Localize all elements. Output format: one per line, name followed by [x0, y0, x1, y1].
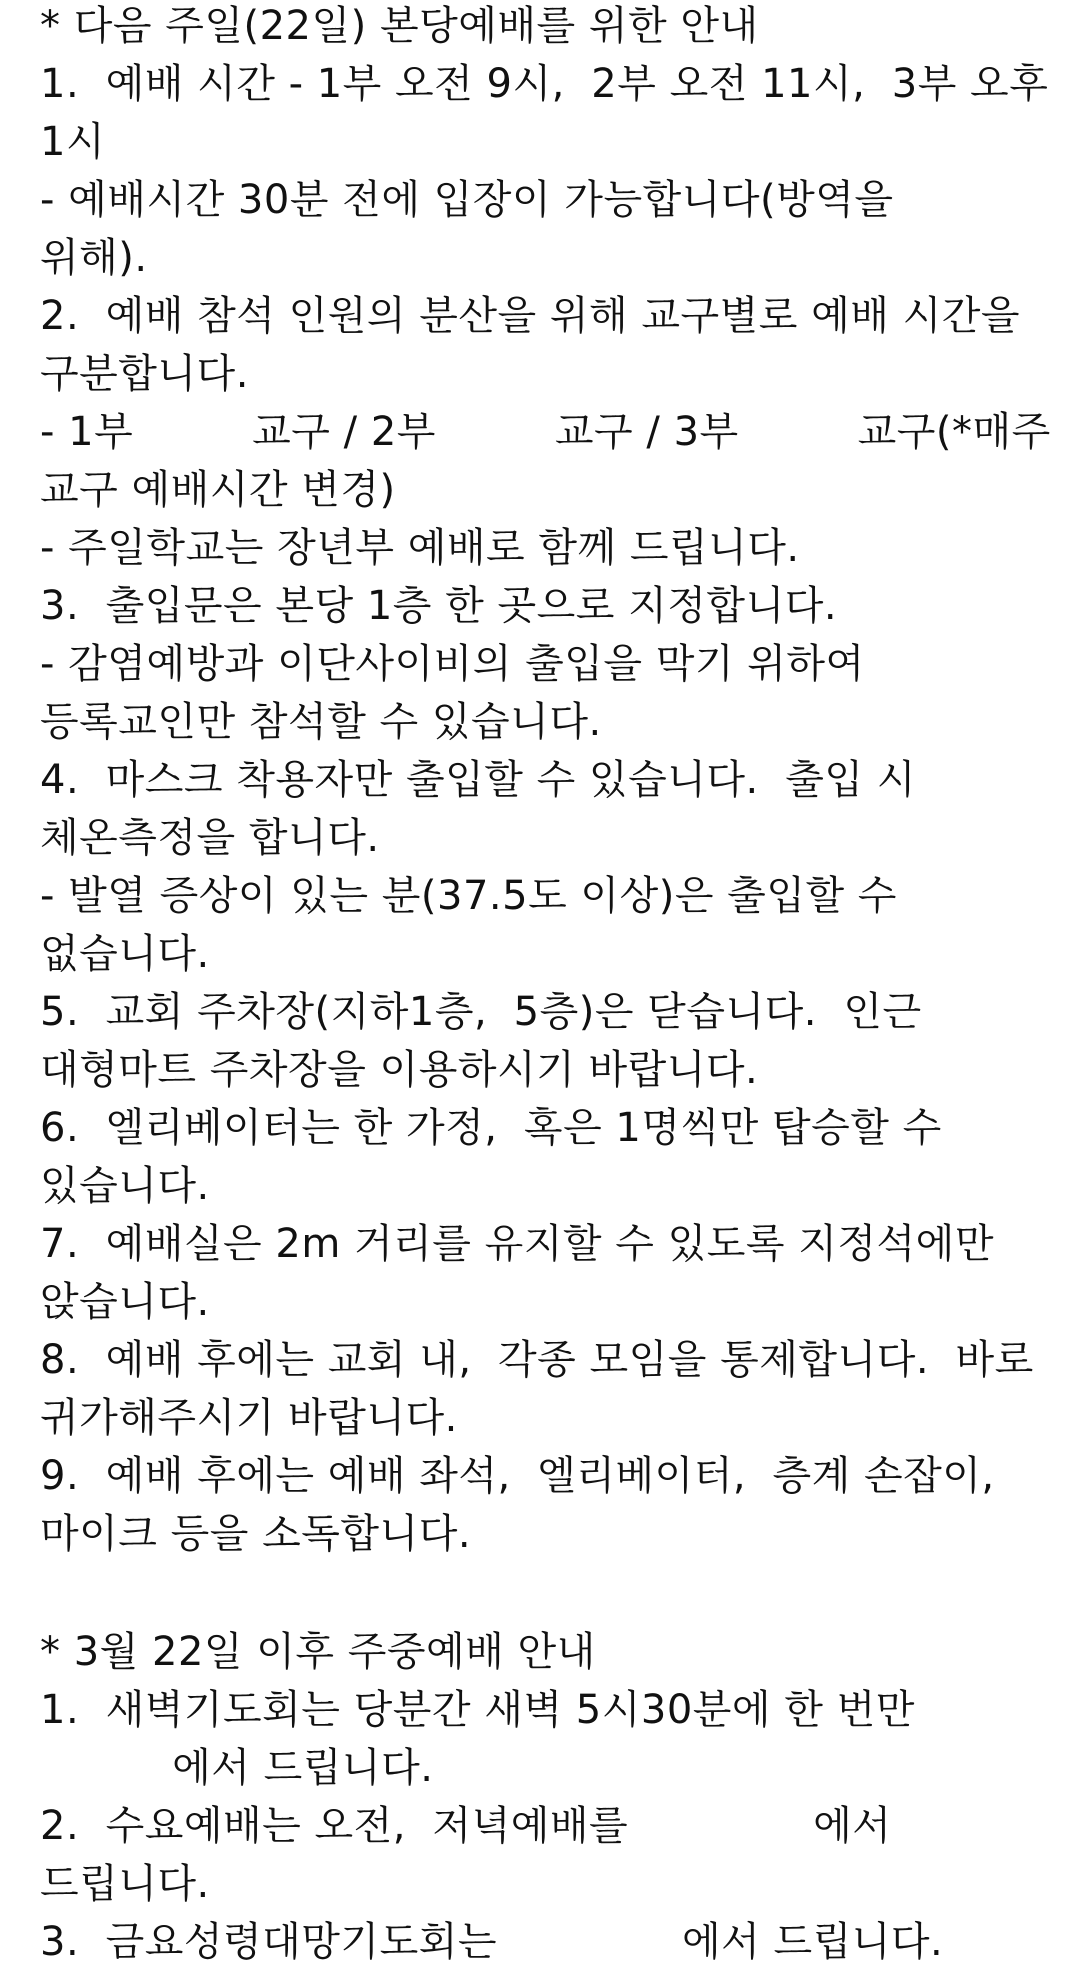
notice-line: 구분합니다. [40, 351, 249, 397]
notice-line: - 감염예방과 이단사이비의 출입을 막기 위하여 [40, 641, 865, 687]
notice-line: 위해). [40, 235, 148, 281]
notice-line: 2. 수요예배는 오전, 저녁예배를 에서 [40, 1803, 892, 1849]
section2-heading: * 3월 22일 이후 주중예배 안내 [40, 1629, 596, 1675]
notice-line: 드립니다. [40, 1861, 210, 1907]
notice-line: 2. 예배 참석 인원의 분산을 위해 교구별로 예배 시간을 [40, 293, 1021, 339]
notice-line: 1. 새벽기도회는 당분간 새벽 5시30분에 한 번만 [40, 1687, 915, 1733]
notice-line: - 주일학교는 장년부 예배로 함께 드립니다. [40, 525, 800, 571]
notice-line: 대형마트 주차장을 이용하시기 바랍니다. [40, 1047, 759, 1093]
notice-line: 있습니다. [40, 1163, 210, 1209]
notice-line: 체온측정을 합니다. [40, 815, 380, 861]
section1-heading: * 다음 주일(22일) 본당예배를 위한 안내 [40, 3, 759, 49]
notice-line: - 1부 교구 / 2부 교구 / 3부 교구(*매주 [40, 409, 1051, 455]
notice-line: 교구 예배시간 변경) [40, 467, 396, 513]
notice-line: - 발열 증상이 있는 분(37.5도 이상)은 출입할 수 [40, 873, 897, 919]
notice-line: 4. 마스크 착용자만 출입할 수 있습니다. 출입 시 [40, 757, 916, 803]
notice-line: 3. 출입문은 본당 1층 한 곳으로 지정합니다. [40, 583, 838, 629]
notice-line: 1시 [40, 119, 106, 165]
notice-line: 8. 예배 후에는 교회 내, 각종 모임을 통제합니다. 바로 [40, 1337, 1034, 1383]
notice-line: - 예배시간 30분 전에 입장이 가능합니다(방역을 [40, 177, 894, 223]
notice-line: 7. 예배실은 2m 거리를 유지할 수 있도록 지정석에만 [40, 1221, 994, 1267]
notice-line: 마이크 등을 소독합니다. [40, 1511, 472, 1557]
notice-line: 5. 교회 주차장(지하1층, 5층)은 닫습니다. 인근 [40, 989, 922, 1035]
notice-line: 1. 예배 시간 - 1부 오전 9시, 2부 오전 11시, 3부 오후 [40, 61, 1049, 107]
notice-line: 6. 엘리베이터는 한 가정, 혹은 1명씩만 탑승할 수 [40, 1105, 942, 1151]
notice-line: 9. 예배 후에는 예배 좌석, 엘리베이터, 층계 손잡이, [40, 1453, 995, 1499]
notice-line: 에서 드립니다. [40, 1745, 434, 1791]
notice-line: 앉습니다. [40, 1279, 210, 1325]
notice-line: 등록교인만 참석할 수 있습니다. [40, 699, 602, 745]
notice-line: 없습니다. [40, 931, 210, 977]
notice-line: 귀가해주시기 바랍니다. [40, 1395, 458, 1441]
notice-line: 3. 금요성령대망기도회는 에서 드립니다. [40, 1919, 944, 1965]
